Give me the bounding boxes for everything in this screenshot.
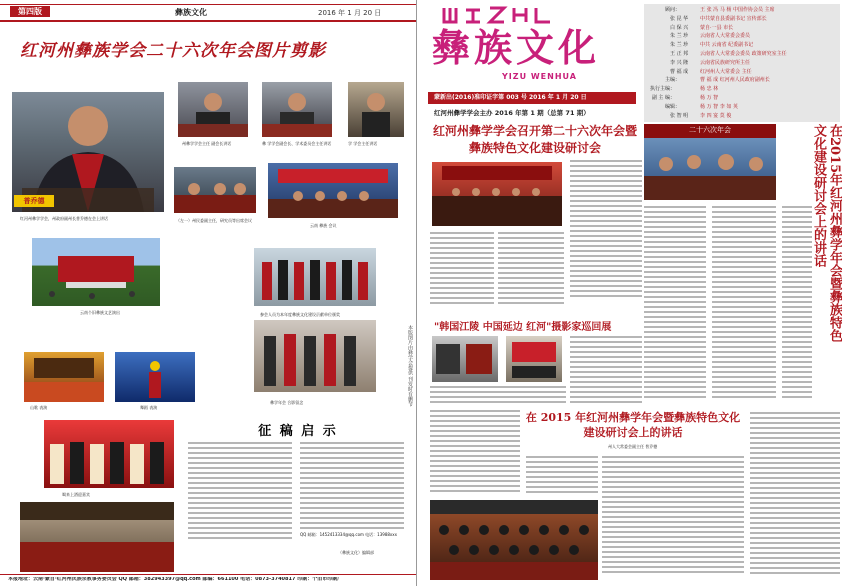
- main-photo-speaker: [12, 92, 164, 212]
- caption-10: 山歌 表演: [30, 405, 48, 410]
- vertical-banner: 本版图片由彝学会提供 刊发时有删节: [402, 325, 414, 415]
- photo-meeting-1: [174, 167, 256, 213]
- staff-row: [648, 59, 838, 68]
- caption-2: 州彝学学会主任 副会长讲话: [182, 141, 232, 146]
- photo-hall: [20, 502, 174, 572]
- staff-row: [648, 112, 838, 121]
- staff-note: 杨 忠 林: [700, 86, 719, 93]
- staff-row: [648, 76, 838, 85]
- caption-main: 红河州彝学学会，州政府副州长普乔德在会上讲话: [20, 216, 108, 221]
- article-1-col-right: [570, 160, 642, 300]
- caption-5: （左一）州民委副主任，研究员等出席会议: [176, 218, 252, 223]
- photo-meeting-hall: [432, 162, 562, 226]
- photo-speaker-2: [178, 82, 248, 137]
- host-line: 红河州彝学学会主办 2016 年第 1 期（总第 71 期）: [434, 109, 590, 117]
- byline-3: 州人大常委会副主任 普乔德: [608, 444, 658, 449]
- staff-name: 白 保 兴: [670, 24, 689, 31]
- caption-4: 学 学会主任讲话: [348, 141, 378, 146]
- article-3-col-a: [430, 410, 520, 498]
- side-article-col-2: [712, 206, 776, 404]
- staff-name: 辑：: [670, 103, 681, 110]
- staff-note: 云南省人大常委会委员 政策研究室主任: [700, 50, 787, 57]
- speaker-name-tag: 普乔德: [14, 195, 54, 207]
- photo-dance-solo: [115, 352, 195, 402]
- caption-8: 云南个旧彝族文艺演出: [80, 310, 120, 315]
- notice-title: 征 稿 启 示: [258, 424, 338, 439]
- caption-11: 舞蹈 表演: [140, 405, 158, 410]
- photo-meeting-2: [268, 163, 398, 218]
- staff-row: [648, 85, 838, 94]
- staff-row: [648, 94, 838, 103]
- masthead-yi-script: [440, 4, 570, 26]
- issue-bar: [428, 92, 636, 104]
- staff-note: 中共 云南省 纪委副书记: [700, 42, 754, 49]
- staff-name: 朱 兰 珍: [670, 42, 689, 49]
- photo-speaker-3: [262, 82, 332, 137]
- section-name: 彝族文化: [175, 7, 207, 17]
- staff-name: 张 智 明: [670, 112, 689, 119]
- staff-name: 朱 兰 珍: [670, 33, 689, 40]
- photo-audience: [430, 500, 598, 580]
- staff-row: [648, 68, 838, 77]
- staff-name: 编：: [670, 77, 681, 84]
- article-3-col-b: [750, 412, 840, 578]
- staff-name: ：: [670, 86, 676, 93]
- staff-role: [648, 24, 670, 33]
- staff-name: ：: [670, 94, 676, 101]
- right-page: [422, 0, 844, 586]
- staff-note: 蒙自·一县 市长: [700, 24, 734, 31]
- staff-name: 问：: [670, 7, 681, 13]
- notice-signature: （彝族文化）编辑部: [338, 550, 374, 555]
- staff-box: [644, 4, 840, 122]
- staff-name: 曹 福 成: [670, 68, 689, 75]
- speaker-figure-image: [12, 92, 164, 212]
- staff-name: 张 昆 华: [670, 15, 689, 22]
- staff-role: [648, 68, 670, 77]
- staff-name: 王 正 邦: [670, 50, 689, 57]
- staff-role: 执行主编: [649, 86, 670, 93]
- staff-note: 曹 福 成 红河州人民政府副州长: [700, 77, 770, 84]
- headline-2: "韩国江陵 中国延边 红河"摄影家巡回展: [434, 322, 612, 333]
- staff-role: 副 主 编: [651, 94, 670, 101]
- caption-9: 参会人员为本年度彝族文化建设贡献单位颁奖: [260, 312, 340, 317]
- photo-speaker-4: [348, 82, 404, 137]
- staff-row: [648, 103, 838, 112]
- staff-note: 中共蒙自县委副书记 宣传部长: [700, 15, 767, 22]
- article-3-col-d: [602, 456, 744, 578]
- staff-row: [648, 41, 838, 50]
- staff-role: [648, 41, 670, 50]
- page-headline: 红河州彝族学会二十六次年会图片剪影: [20, 41, 326, 61]
- staff-row: [648, 24, 838, 33]
- left-footer: 本报地址：云南·蒙自·红河州民族宗教事务委员会 QQ 邮箱：382943397@qq.com 邮编：661100 电话：0873-3740817 印刷：个旧市印刷厂: [8, 577, 343, 582]
- photo-ceremony: [24, 352, 104, 402]
- staff-row: [648, 50, 838, 59]
- article-2-col-left: [430, 386, 566, 406]
- article-1-col-2: [498, 232, 564, 308]
- staff-role: [648, 59, 670, 68]
- notice-contact: QQ 邮箱：1452413334@qq.com 电话：13988xxx: [300, 532, 398, 537]
- issue-line: 蒙新出(2016)准印证字第 003 号 2016 年 1 月 20 日: [434, 94, 587, 101]
- staff-role: [648, 15, 670, 24]
- staff-note: 红河州人大常委会 主任: [700, 68, 752, 75]
- article-1-col-1: [430, 232, 494, 308]
- article-3-col-c: [526, 456, 598, 496]
- issue-date: 2016 年 1 月 20 日: [318, 9, 382, 17]
- side-vertical-headline: 在2015年红河州彝学年会暨彝族特色文化建设研讨会上的讲话: [811, 124, 842, 343]
- notice-body-text-2: [300, 442, 404, 532]
- photo-exhibition: [432, 336, 498, 382]
- photo-stage-show: [32, 238, 160, 306]
- photo-banner-text: 二十六次年会: [689, 126, 731, 134]
- photo-dancers: [254, 248, 376, 306]
- staff-note: 杨 万 智: [700, 94, 719, 101]
- staff-note: 李 四 宴 莫 俊: [700, 112, 732, 119]
- staff-note: 云南省民族研究所主任: [700, 59, 751, 66]
- staff-row: [648, 32, 838, 41]
- staff-note: 王 张 冯 马 杨 中国作协会员 主席: [700, 7, 775, 13]
- notice-body-text: [188, 442, 292, 542]
- caption-14: 喝来上酒迎嘉宾: [62, 492, 90, 497]
- masthead-title: 彝族文化: [432, 26, 601, 70]
- staff-role: 顾: [664, 7, 670, 13]
- masthead-pinyin: YIZU WENHUA: [502, 72, 577, 81]
- staff-note: 云南省人大常委会委员: [700, 33, 751, 40]
- photo-conference-stage: [644, 124, 776, 200]
- left-page: [0, 0, 417, 586]
- photo-exhibition-2: [506, 336, 562, 382]
- staff-row: [648, 6, 838, 15]
- staff-row: [648, 15, 838, 24]
- staff-role: [648, 32, 670, 41]
- page-label: 第四版: [10, 6, 50, 17]
- staff-role: 编: [664, 103, 670, 110]
- side-article-col-1: [644, 206, 706, 404]
- staff-role: [648, 50, 670, 59]
- photo-toast: [44, 420, 174, 488]
- caption-6: 云南 彝族 会议: [310, 223, 337, 228]
- caption-3: 彝 学学会副会长、学术委员会主任讲话: [262, 141, 332, 146]
- staff-role: 主: [664, 77, 670, 84]
- staff-name: 李 兴 隆: [670, 59, 689, 66]
- article-2-col-right: [570, 336, 642, 406]
- notice-box: [188, 420, 404, 572]
- staff-role: [648, 112, 670, 121]
- photo-performers: [254, 320, 376, 392]
- headline-1: 红河州彝学学会召开第二十六次年会暨彝族特色文化建设研讨会: [432, 124, 637, 155]
- headline-3: 在 2015 年红河州彝学年会暨彝族特色文化建设研讨会上的讲话: [525, 411, 741, 439]
- caption-12: 彝学年会 合影留念: [270, 400, 304, 405]
- staff-note: 杨 万 智 李 如 英: [700, 103, 738, 110]
